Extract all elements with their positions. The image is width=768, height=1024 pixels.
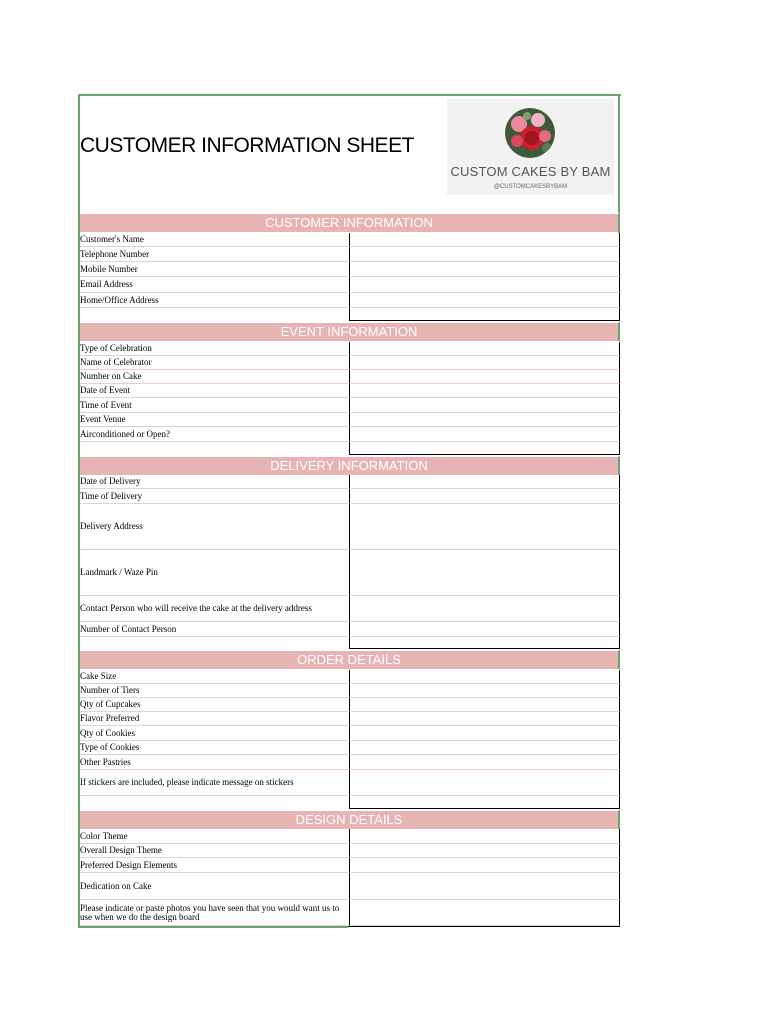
row-label: Number of Contact Person [80,622,348,637]
brand-logo [447,99,614,195]
row-label: Type of Celebration [80,342,348,356]
form-row [80,262,618,277]
value-cell[interactable] [349,622,620,637]
form-row [80,622,618,637]
row-label: Preferred Design Elements [80,858,348,873]
section-header-delivery: DELIVERY INFORMATION [80,456,620,475]
table-bottom-border [348,926,620,927]
form-row [80,726,618,741]
form-row [80,858,618,873]
row-label: Qty of Cookies [80,726,348,741]
value-cell[interactable] [349,741,620,755]
row-label: Landmark / Waze Pin [80,550,348,596]
row-label: If stickers are included, please indicate message on stickers [80,770,348,796]
spacer-cell [349,308,620,321]
row-label: Qty of Cupcakes [80,698,348,712]
row-label: Time of Event [80,398,348,413]
form-row [80,504,618,550]
row-label: Email Address [80,277,348,293]
row-label: Color Theme [80,829,348,844]
value-cell[interactable] [349,596,620,622]
form-row [80,900,618,926]
value-cell[interactable] [349,262,620,277]
form-row [80,489,618,504]
section-header-customer: CUSTOMER INFORMATION [80,213,620,232]
rose-bouquet-icon [505,108,555,158]
value-cell[interactable] [349,384,620,398]
row-label: Customer's Name [80,233,348,247]
form-row [80,247,618,262]
value-cell[interactable] [349,698,620,712]
form-row [80,670,618,684]
row-label: Telephone Number [80,247,348,262]
value-cell[interactable] [349,233,620,247]
row-label: Home/Office Address [80,293,348,308]
form-row [80,698,618,712]
value-cell[interactable] [349,370,620,384]
row-label: Flavor Preferred [80,712,348,726]
form-row [80,427,618,442]
row-label: Event Venue [80,413,348,427]
row-label: Mobile Number [80,262,348,277]
information-sheet [78,94,620,928]
value-cell[interactable] [349,413,620,427]
row-label: Time of Delivery [80,489,348,504]
form-row [80,370,618,384]
value-cell[interactable] [349,550,620,596]
form-row [80,741,618,755]
form-row [80,684,618,698]
value-cell[interactable] [349,726,620,741]
value-cell[interactable] [349,475,620,489]
form-row [80,277,618,293]
value-cell[interactable] [349,670,620,684]
row-label: Date of Delivery [80,475,348,489]
frame-bottom [78,926,348,928]
value-cell[interactable] [349,247,620,262]
value-cell[interactable] [349,398,620,413]
value-cell[interactable] [349,770,620,796]
spacer-cell [349,796,620,809]
frame-top [78,94,621,96]
spacer-row [80,796,618,809]
value-cell[interactable] [349,900,620,926]
value-cell[interactable] [349,356,620,370]
form-row [80,384,618,398]
form-row [80,873,618,900]
row-label: Delivery Address [80,504,348,550]
form-row [80,712,618,726]
form-row [80,356,618,370]
spacer-row [80,637,618,649]
row-label: Dedication on Cake [80,873,348,900]
form-row [80,550,618,596]
row-label: Airconditioned or Open? [80,427,348,442]
form-row [80,844,618,858]
row-label: Cake Size [80,670,348,684]
value-cell[interactable] [349,277,620,293]
value-cell[interactable] [349,342,620,356]
row-label: Type of Cookies [80,741,348,755]
spacer-row [80,442,618,455]
row-label: Name of Celebrator [80,356,348,370]
spacer-cell [349,442,620,455]
row-label: Number on Cake [80,370,348,384]
brand-name: CUSTOM CAKES BY BAM [450,164,611,179]
row-label: Date of Event [80,384,348,398]
value-cell[interactable] [349,427,620,442]
row-label: Number of Tiers [80,684,348,698]
section-header-design: DESIGN DETAILS [80,810,620,829]
value-cell[interactable] [349,858,620,873]
spacer-cell [349,637,620,649]
form-row [80,233,618,247]
value-cell[interactable] [349,293,620,308]
value-cell[interactable] [349,684,620,698]
form-row [80,398,618,413]
row-label: Please indicate or paste photos you have seen that you would want us to use when we do the design board [80,900,348,926]
form-row [80,342,618,356]
value-cell[interactable] [349,712,620,726]
sheet-title: CUSTOMER INFORMATION SHEET [80,134,414,157]
form-row [80,475,618,489]
value-cell[interactable] [349,489,620,504]
value-cell[interactable] [349,829,620,844]
value-cell[interactable] [349,755,620,770]
row-label: Overall Design Theme [80,844,348,858]
value-cell[interactable] [349,844,620,858]
form-row [80,755,618,770]
form-row [80,829,618,844]
brand-handle: @CUSTOMCAKESBYBAM [493,184,568,190]
section-header-event: EVENT INFORMATION [80,322,620,341]
section-header-order: ORDER DETAILS [80,650,620,669]
form-row [80,413,618,427]
spacer-row [80,308,618,321]
row-label: Contact Person who will receive the cake at the delivery address [80,596,348,622]
value-cell[interactable] [349,504,620,550]
form-row [80,293,618,308]
row-label: Other Pastries [80,755,348,770]
form-row [80,770,618,796]
form-row [80,596,618,622]
value-cell[interactable] [349,873,620,900]
